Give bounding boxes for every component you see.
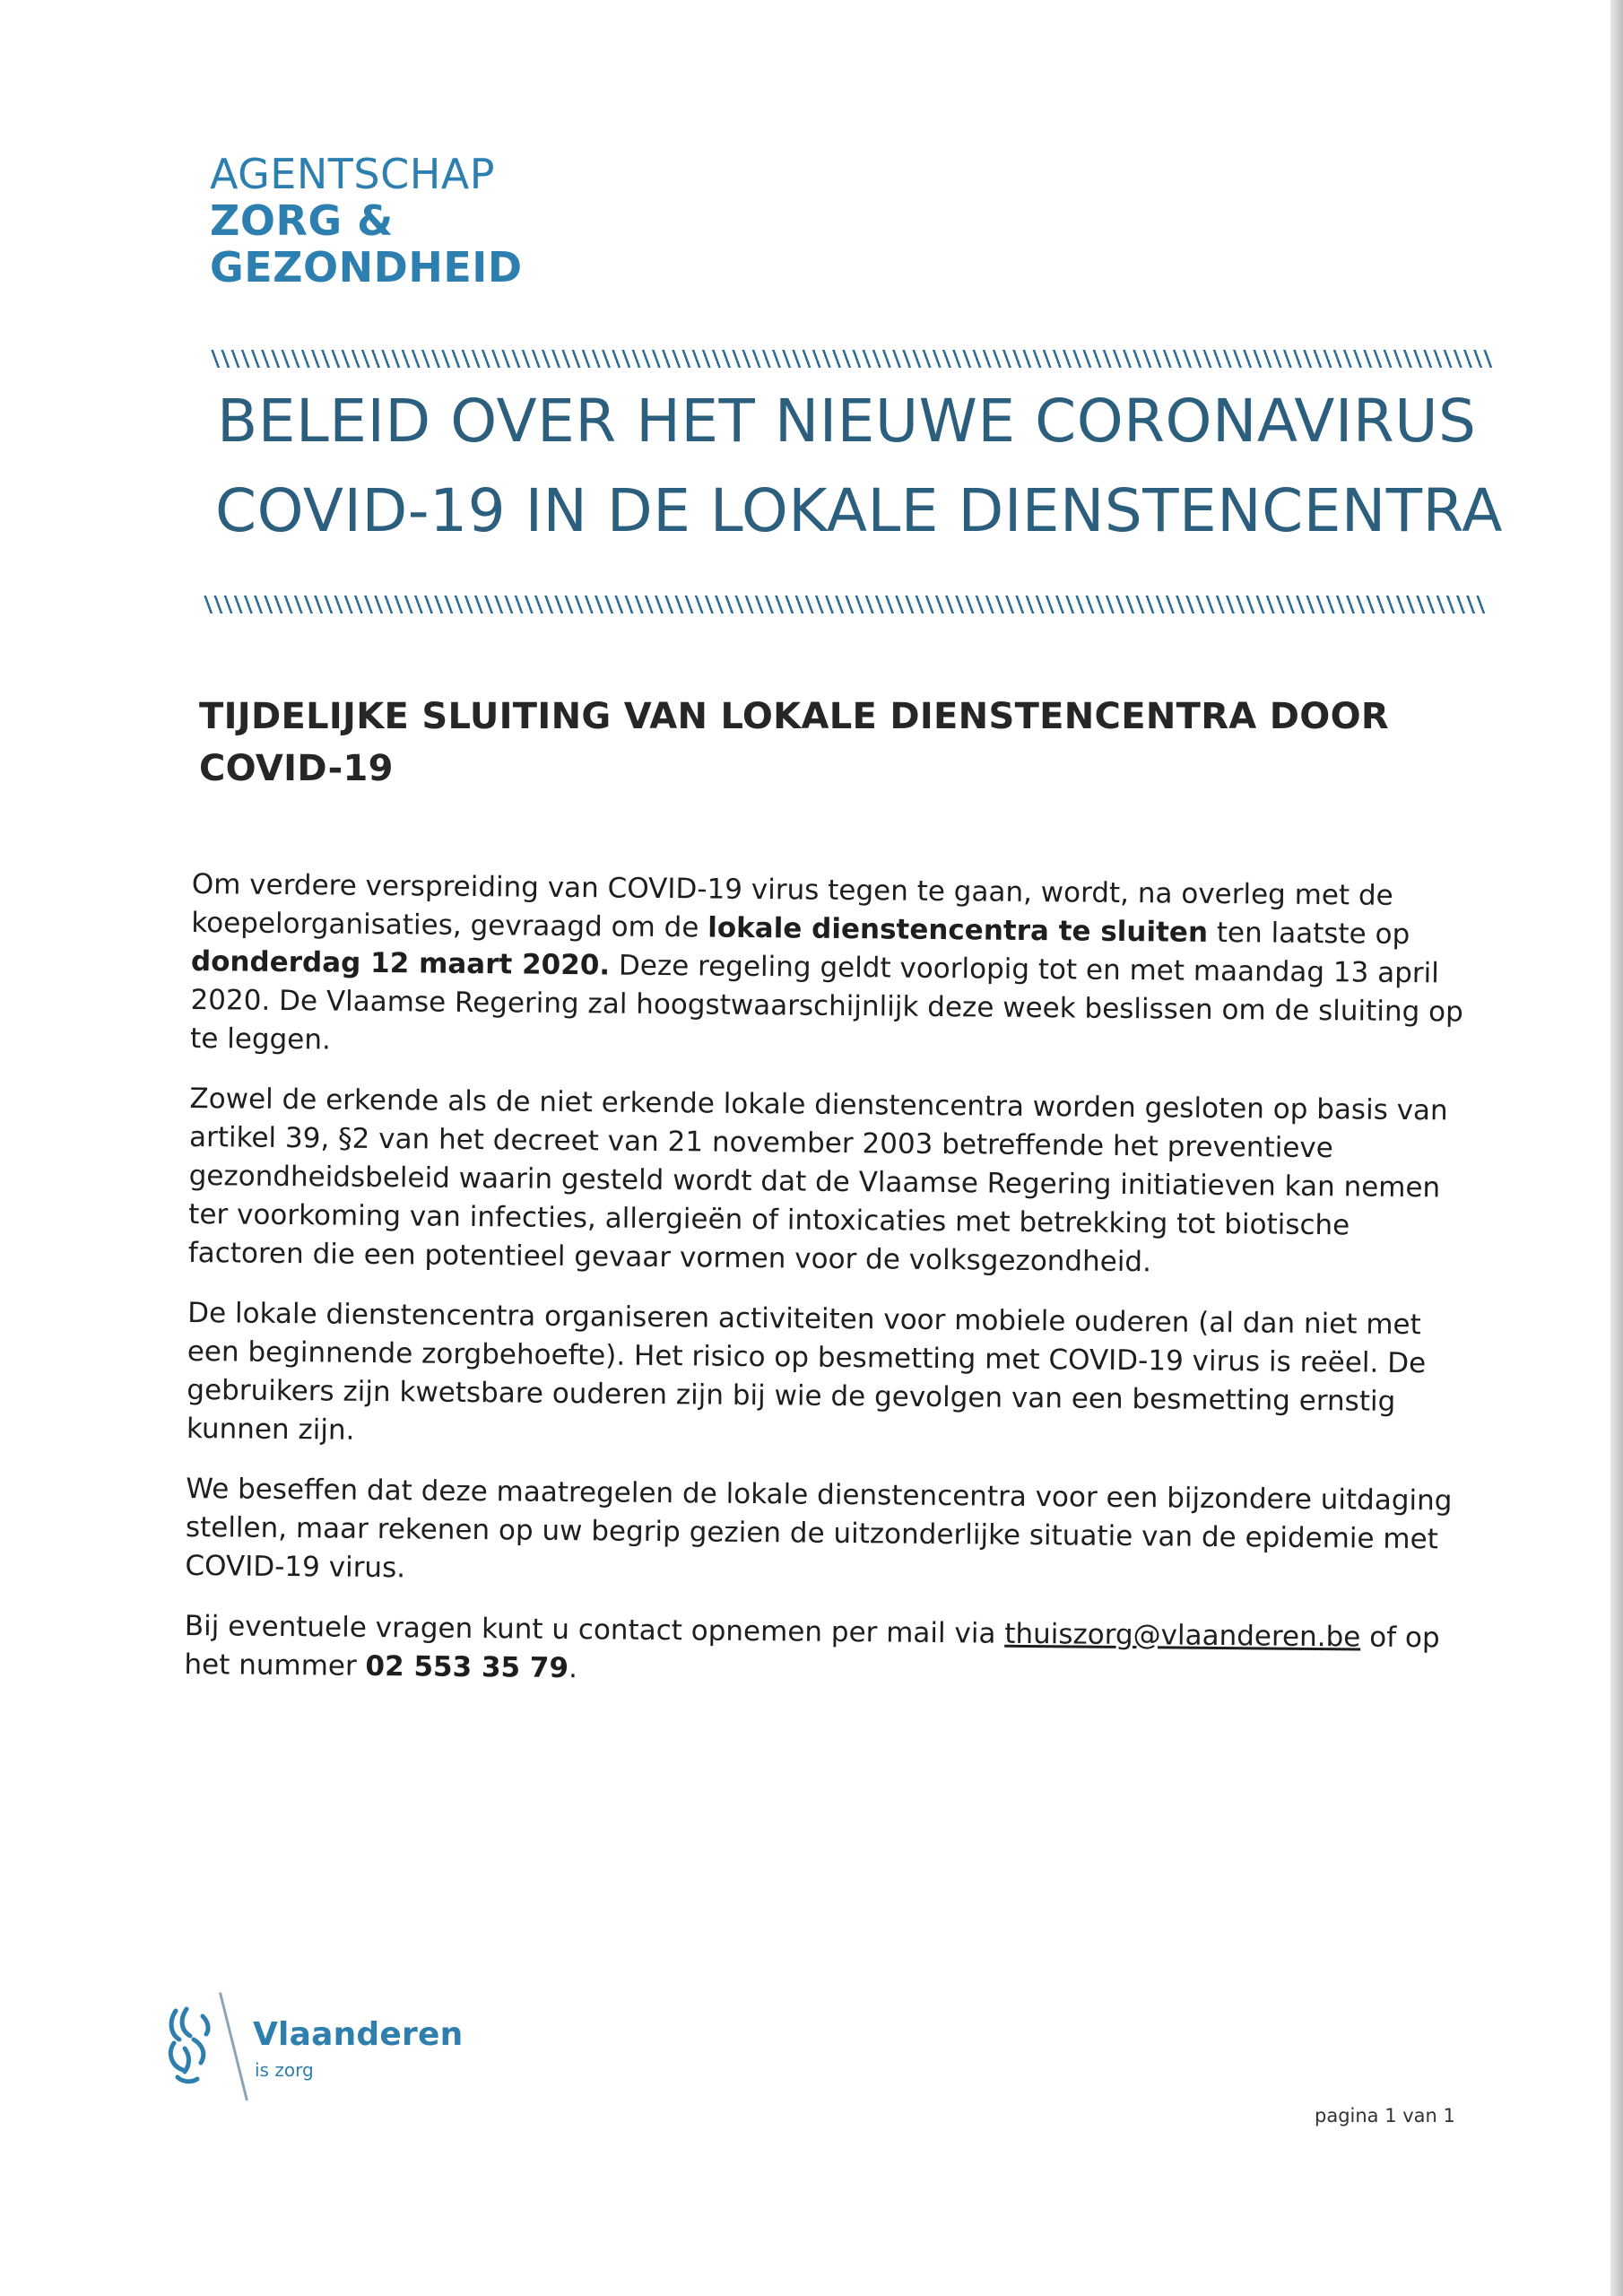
- agency-logo-line3: GEZONDHEID: [210, 243, 523, 291]
- agency-logo: [210, 151, 523, 291]
- p1-bold-closure: lokale dienstencentra te sluiten: [707, 911, 1209, 949]
- logo-name: Vlaanderen: [253, 2016, 464, 2053]
- paragraph-risk: De lokale dienstencentra organiseren activiteiten voor mobiele ouderen (al dan niet met een beginnende zorgbehoefte). Het risico op besmetting met COVID-19 virus is reëel. De gebruikers zijn kwetsbare ouderen zijn bij wie de gevolgen van een besmetting ernstig kunnen zijn.: [186, 1296, 1427, 1447]
- banner-hatch-top: [210, 350, 1492, 368]
- p1-text-2: ten laatste op: [1207, 916, 1410, 952]
- p5-text-1: Bij eventuele vragen kunt u contact opnemen per mail via: [184, 1609, 1005, 1650]
- vlaanderen-logo: [167, 1993, 464, 2100]
- page-number: pagina 1 van 1: [1315, 2105, 1455, 2126]
- paragraph-closure-notice: [190, 865, 1474, 1071]
- banner-title: [215, 377, 1503, 556]
- agency-logo-line1: AGENTSCHAP: [210, 150, 495, 198]
- body-text: [184, 865, 1474, 1718]
- section-heading: [199, 691, 1490, 795]
- banner-title-line2: COVID-19 IN DE LOKALE DIENSTENCENTRA: [215, 476, 1503, 545]
- banner-hatch-bottom: [203, 596, 1487, 613]
- paragraph-understanding: We beseffen dat deze maatregelen de lokale dienstencentra voor een bijzondere uitdaging stellen, maar rekenen op uw begrip gezien de uitzonderlijke situatie van de epidemie met COVID-19 virus.: [185, 1472, 1453, 1585]
- banner-title-line1: BELEID OVER HET NIEUWE CORONAVIRUS: [217, 387, 1477, 456]
- section-heading-line1: TIJDELIJKE SLUITING VAN LOKALE DIENSTENCENTRA DOOR: [199, 696, 1389, 737]
- section-heading-line2: COVID-19: [199, 748, 394, 789]
- logo-tagline: is zorg: [255, 2059, 314, 2081]
- scan-page-edge: [1610, 0, 1623, 2296]
- p1-bold-date: donderdag 12 maart 2020.: [190, 944, 611, 982]
- logo-divider: [219, 1992, 248, 2100]
- paragraph-legal-basis: Zowel de erkende als de niet erkende lokale dienstencentra worden gesloten op basis van artikel 39, §2 van het decreet van 21 november 2003 betreffende het preventieve gezondheidsbeleid waarin gesteld wordt dat de Vlaamse Regering initiatieven kan nemen ter voorkoming van infecties, allergieën of intoxicaties met betrekking tot biotische factoren die een potentieel gevaar vormen voor de volksgezondheid.: [187, 1082, 1448, 1279]
- phone-number: 02 553 35 79: [365, 1649, 569, 1685]
- p1-text-1: Om verdere verspreiding van COVID-19 virus tegen te gaan, wordt, na overleg met de koepelorganisaties, gevraagd om de: [191, 867, 1393, 944]
- paragraph-contact: [184, 1607, 1467, 1697]
- email-link[interactable]: thuiszorg@vlaanderen.be: [1004, 1617, 1361, 1654]
- flemish-lion-icon: [167, 2004, 221, 2089]
- agency-logo-line2: ZORG &: [210, 196, 394, 245]
- p5-text-2: of op het nummer: [184, 1621, 1440, 1683]
- p5-text-3: .: [568, 1652, 578, 1685]
- p1-text-3: Deze regeling geldt voorlopig tot en met maandag 13 april 2020. De Vlaamse Regering zal hoogstwaarschijnlijk deze week beslissen om de sluiting op te leggen.: [189, 949, 1463, 1057]
